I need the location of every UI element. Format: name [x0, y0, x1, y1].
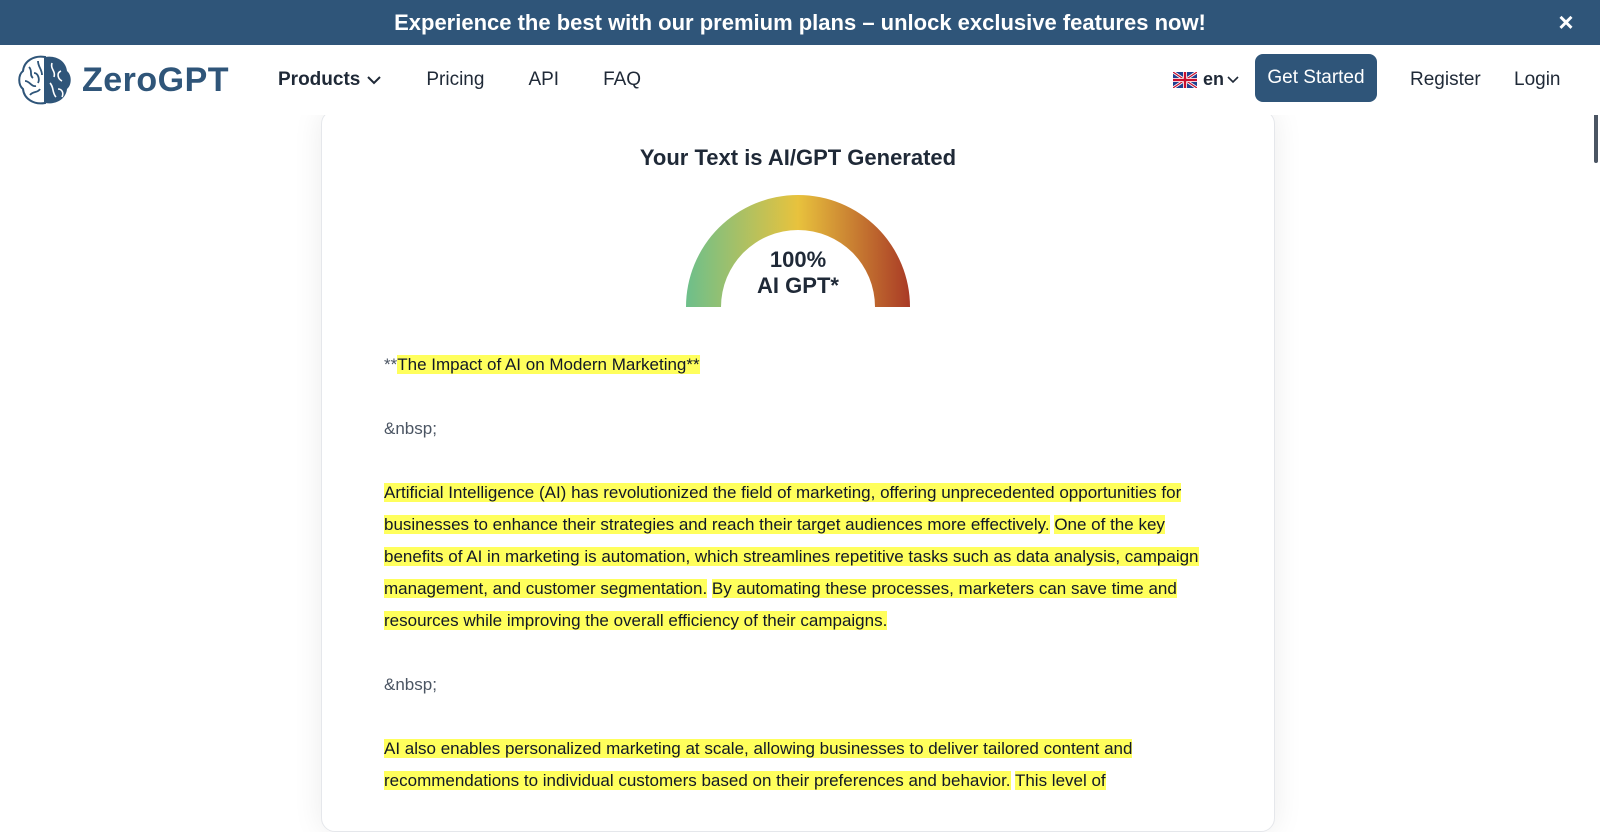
result-title: Your Text is AI/GPT Generated [639, 145, 957, 170]
highlighted-sentence: One of the key benefits of AI in marketing is automation, which streamlines repetitive tasks such as data analysis, campaign management, and customer segmentation. [384, 515, 1199, 598]
nbsp-line: &nbsp; [384, 419, 437, 438]
uk-flag-icon [1173, 72, 1197, 88]
nav-api[interactable]: API [528, 69, 560, 90]
top-navigation [0, 45, 1600, 115]
nav-products[interactable] [278, 69, 382, 91]
paragraph-1 [384, 477, 1214, 637]
nav-products-label: Products [278, 69, 361, 90]
highlighted-sentence: By automating these processes, marketers can save time and resources while improving the overall efficiency of their campaigns. [384, 579, 1177, 630]
analyzed-text [384, 349, 1214, 797]
nav-faq[interactable]: FAQ [603, 69, 642, 90]
login-link[interactable]: Login [1514, 69, 1561, 90]
ai-percent: 100% [769, 247, 827, 272]
promo-text: Experience the best with our premium plans – unlock exclusive features now! [394, 9, 1206, 35]
text-title [384, 349, 1214, 381]
highlighted-sentence: AI also enables personalized marketing at scale, allowing businesses to deliver tailored content and recommendations to individual customers based on their preferences and behavior. [384, 739, 1133, 790]
close-icon[interactable]: × [1558, 7, 1574, 37]
highlighted-sentence: Artificial Intelligence (AI) has revolutionized the field of marketing, offering unprecedented opportunities for businesses to enhance their strategies and reach their target audiences more effectively. [384, 483, 1182, 534]
title-prefix: ** [384, 355, 398, 374]
chevron-down-icon [1227, 76, 1239, 84]
result-card [321, 110, 1275, 832]
brain-logo-icon [16, 51, 74, 109]
register-link[interactable]: Register [1410, 69, 1481, 90]
promo-banner [0, 0, 1600, 45]
language-selector[interactable] [1173, 69, 1239, 90]
paragraph-2 [384, 733, 1214, 797]
brand-name: ZeroGPT [82, 60, 230, 99]
chevron-down-icon [366, 75, 382, 85]
language-label: en [1203, 69, 1225, 89]
nbsp-line: &nbsp; [384, 675, 437, 694]
logo[interactable] [16, 51, 229, 109]
highlighted-sentence: The Impact of AI on Modern Marketing** [397, 355, 700, 374]
get-started-button[interactable]: Get Started [1255, 54, 1377, 102]
nav-pricing[interactable]: Pricing [426, 69, 485, 90]
highlighted-sentence: This level of [1014, 771, 1106, 790]
gauge-label [322, 247, 1274, 299]
ai-label: AI GPT* [757, 273, 839, 298]
